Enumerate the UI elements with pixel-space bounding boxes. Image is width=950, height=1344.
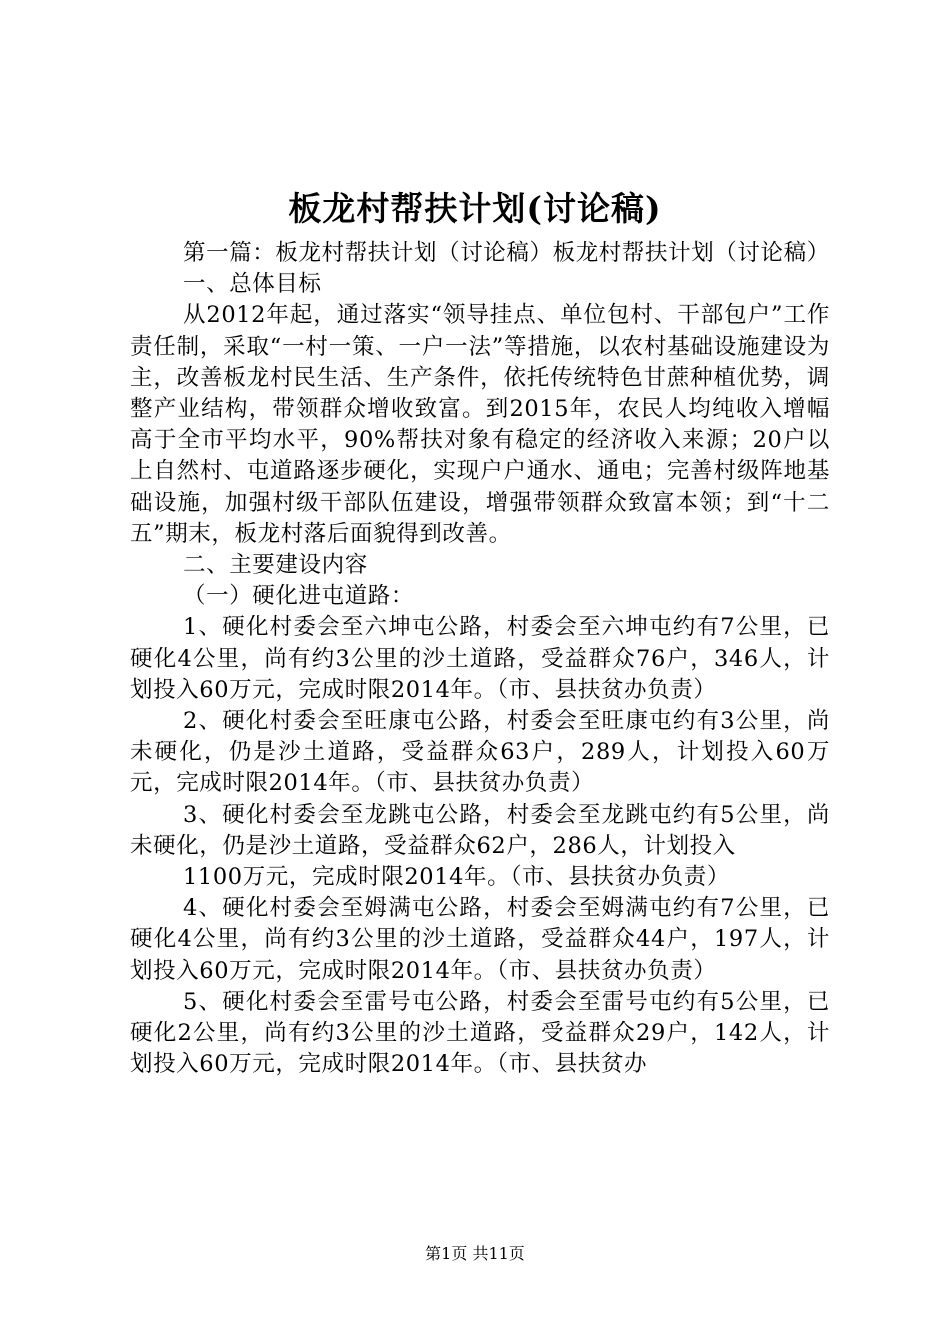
list-item: 4、硬化村委会至姆满屯公路，村委会至姆满屯约有7公里，已硬化4公里，尚有约3公里的沙土道路，受益群众44户，197人，计划投入60万元，完成时限2014年。（市、县扶贫办负责） [130,895,830,984]
document-body [130,238,830,1080]
section-heading-main-construction: 二、主要建设内容 [183,552,368,579]
list-item: 3、硬化村委会至龙跳屯公路，村委会至龙跳屯约有5公里，尚未硬化，仍是沙土道路，受益群众62户，286人，计划投入 [130,801,830,859]
list-item: 1、硬化村委会至六坤屯公路，村委会至六坤屯约有7公里，已硬化4公里，尚有约3公里的沙土道路，受益群众76户，346人，计划投入60万元，完成时限2014年。（市、县扶贫办负责） [130,614,830,703]
paragraph-heading-first-part: 第一篇：板龙村帮扶计划（讨论稿）板龙村帮扶计划（讨论稿） [183,240,830,266]
document-title: 板龙村帮扶计划(讨论稿) [288,189,662,228]
section-heading-overall-goal: 一、总体目标 [183,271,322,298]
list-item-continuation: 1100万元，完成时限2014年。（市、县扶贫办负责） [183,864,730,891]
page-number: 第1页 共11页 [425,1244,525,1263]
paragraph-overall-goal: 从2012年起，通过落实“领导挂点、单位包村、干部包户”工作责任制，采取“一村一策、一户一法”等措施，以农村基础设施建设为主，改善板龙村民生活、生产条件，依托传统特色甘蔗种植优势，调整产业结构，带领群众增收致富。到2015年，农民人均纯收入增幅高于全市平均水平，90%帮扶对象有稳定的经济收入来源；20户以上自然村、屯道路逐步硬化，实现户户通水、通电；完善村级阵地基础设施，加强村级干部队伍建设，增强带领群众致富本领；到“十二五”期末，板龙村落后面貌得到改善。 [130,302,830,547]
subsection-heading-road-hardening: （一）硬化进屯道路： [183,583,415,610]
list-item: 5、硬化村委会至雷号屯公路，村委会至雷号屯约有5公里，已硬化2公里，尚有约3公里的沙土道路，受益群众29户，142人，计划投入60万元，完成时限2014年。（市、县扶贫办 [130,988,830,1078]
list-item: 2、硬化村委会至旺康屯公路，村委会至旺康屯约有3公里，尚未硬化，仍是沙土道路，受益群众63户，289人，计划投入60万元，完成时限2014年。（市、县扶贫办负责） [130,708,830,797]
